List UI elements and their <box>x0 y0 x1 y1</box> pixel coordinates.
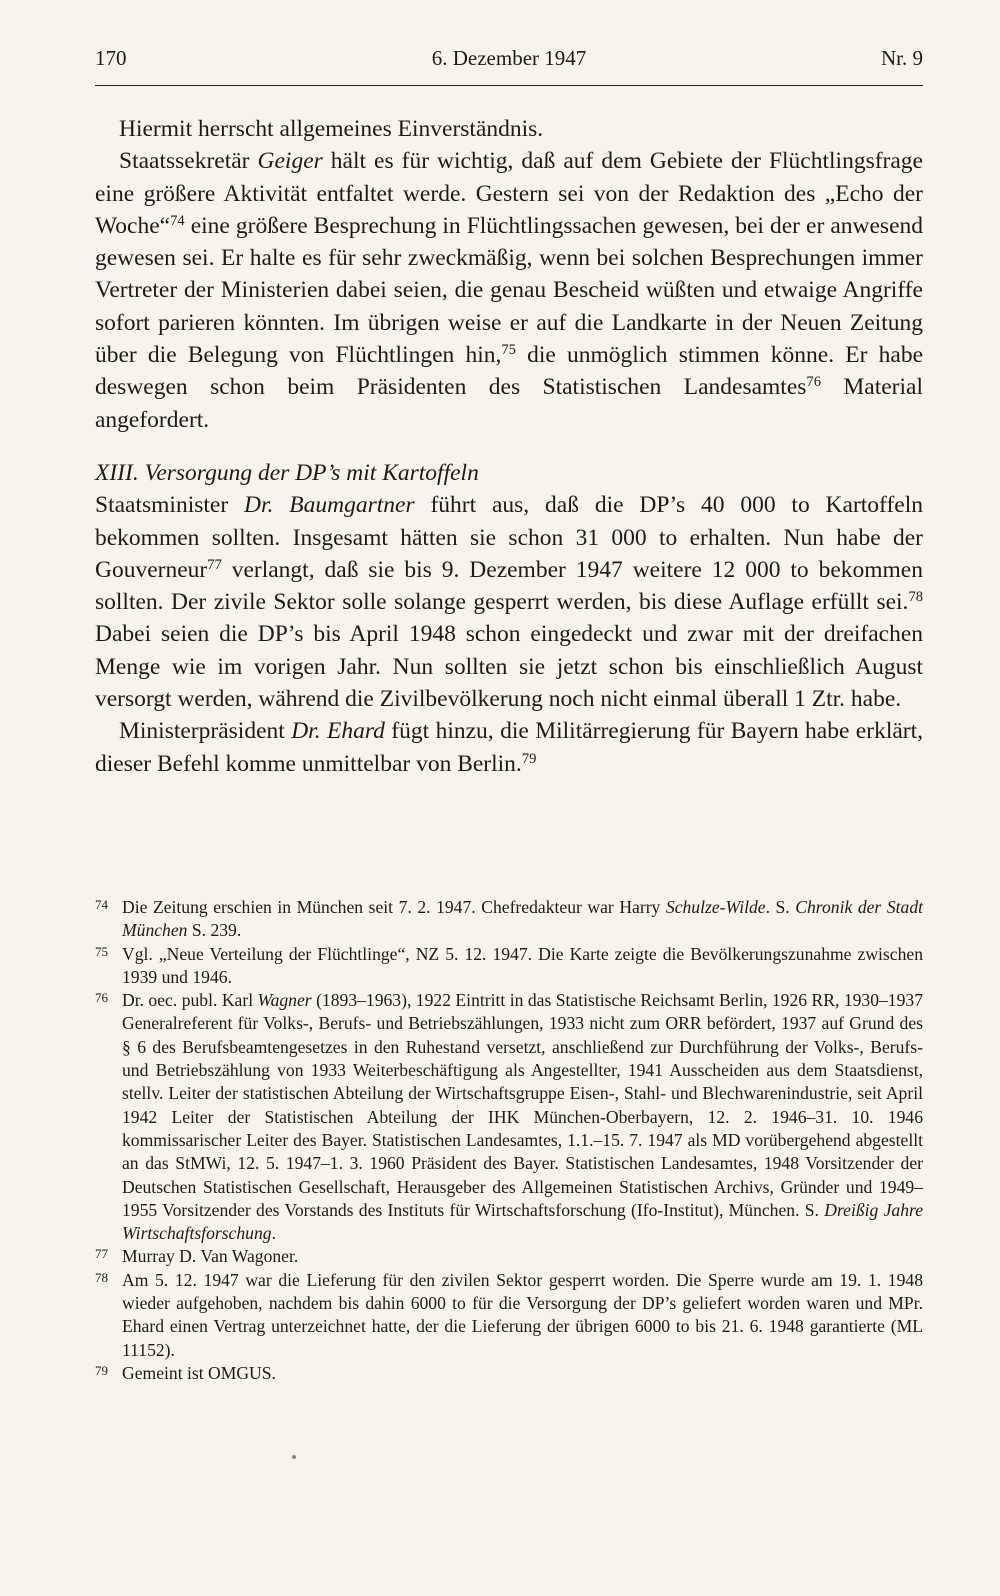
text-run: . S. <box>765 897 796 917</box>
text-run: Am 5. 12. 1947 war die Lieferung für den zivilen Sektor gesperrt worden. Die Sperre wurde am 19. 1. 1948 wieder aufgehoben, nachdem bis dahin 6000 to für die Versorgung der DP’s geliefert worden waren und MPr. Ehard einen Vertrag unterzeichnet hatte, der die Lieferung der übrigen 6000 to bis 21. 6. 1948 garantierte (ML 11152). <box>122 1269 923 1360</box>
page-number: 170 <box>95 46 127 70</box>
footnote-77 <box>95 1245 923 1268</box>
paragraph-1 <box>95 113 923 145</box>
footnote-number: 75 <box>95 943 108 959</box>
text-run: Dabei seien die DP’s bis April 1948 schon eingedeckt und zwar mit der dreifachen Menge wie im vorigen Jahr. Nun sollten sie jetzt schon bis einschließlich August versorgt werden, während die Zivilbevölkerung noch nicht einmal überall 1 Ztr. habe. <box>95 621 923 713</box>
footnote-ref-78[interactable]: 78 <box>908 589 923 606</box>
text-run: Staatssekretär <box>119 148 258 175</box>
header-date: 6. Dezember 1947 <box>431 46 587 70</box>
paragraph-1-text: Hiermit herrscht allgemeines Einverständnis. <box>119 116 544 142</box>
speaker-name: Dr. Ehard <box>291 718 385 745</box>
text-run: fügt hinzu, die Militärregierung für Bayern habe erklärt, dieser Befehl komme unmittelbar von Berlin. <box>95 718 924 777</box>
running-header <box>95 46 923 78</box>
paragraph-4 <box>95 715 923 780</box>
footnote-number: 74 <box>95 897 108 912</box>
speaker-name: Dr. Baumgartner <box>244 492 415 519</box>
protocol-number: Nr. 9 <box>881 46 923 70</box>
text-run: Dr. oec. publ. Karl <box>122 990 258 1011</box>
text-run: verlangt, daß sie bis 9. Dezember 1947 weitere 12 000 to bekommen sollten. Der zivile Sektor solle solange gesperrt werden, bis diese Auflage erfüllt sei. <box>95 556 923 616</box>
text-run: hält es für wichtig, daß auf dem Gebiete der Flüchtlingsfrage eine größere Aktivität entfaltet werde. Gestern sei von der Redaktion des „Echo der Woche“ <box>95 148 923 239</box>
footnote-ref-76[interactable]: 76 <box>806 374 821 391</box>
footnote-76 <box>95 989 923 1245</box>
text-run: S. 239. <box>187 920 242 941</box>
text-run: Vgl. „Neue Verteilung der Flüchtlinge“, NZ 5. 12. 1947. Die Karte zeigte die Bevölkerungszunahme zwischen 1939 und 1946. <box>122 943 923 987</box>
header-rule <box>95 85 923 86</box>
italic-title: Chronik der Stadt München <box>122 897 923 941</box>
text-run: Die Zeitung erschien in München seit 7. 2. 1947. Chefredakteur war Harry <box>122 897 666 917</box>
footnote-number: 76 <box>95 990 108 1006</box>
text-run: . <box>271 1223 276 1244</box>
italic-name: Wagner <box>257 990 312 1011</box>
text-run: Murray D. Van Wagoner. <box>122 1246 299 1267</box>
text-run: Ministerpräsident <box>119 718 292 745</box>
italic-title: Dreißig Jahre Wirtschaftsforschung <box>122 1199 923 1244</box>
text-run: die unmöglich stimmen könne. Er habe deswegen schon beim Präsidenten des Statistischen Landesamtes <box>95 342 924 401</box>
main-text <box>95 113 923 780</box>
text-run: eine größere Besprechung in Flüchtlingssachen gewesen, bei der er anwesend gewesen sei. Er halte es für sehr zweckmäßig, wenn bei solchen Besprechungen immer Vertreter der Ministerien dabei seien, die genau Bescheid wüßten und etwaige Angriffe sofort parieren könnten. Im übrigen weise er auf die Landkarte in der Neuen Zeitung über die Belegung von Flüchtlingen hin, <box>95 212 923 369</box>
text-run: führt aus, daß die DP’s 40 000 to Kartoffeln bekommen sollten. Insgesamt hätten sie schon 31 000 to erhalten. Nun habe der Gouverneur <box>95 492 923 583</box>
footnote-number: 79 <box>95 1362 108 1378</box>
footnote-ref-75[interactable]: 75 <box>501 342 516 359</box>
footnote-78 <box>95 1269 923 1362</box>
section-heading: XIII. Versorgung der DP’s mit Kartoffeln <box>95 459 479 486</box>
paragraph-3 <box>95 489 923 715</box>
footnote-ref-74[interactable]: 74 <box>170 212 185 229</box>
footnotes <box>95 896 923 1385</box>
text-run: Staatsminister <box>95 492 245 519</box>
footnote-75 <box>95 943 923 990</box>
text-run: (1893–1963), 1922 Eintritt in das Statistische Reichsamt Berlin, 1926 RR, 1930–1937 Generalreferent für Volks-, Berufs- und Betriebszählungen, 1933 nicht zum ORR befördert, 1937 auf Grund des § 6 des Berufsbeamtengesetzes in den Ruhestand versetzt, anschließend zur Durchführung der Volks-, Berufs- und Betriebszählung von 1933 Weiterbeschäftigung als Angestellter, 1941 Ausscheiden aus dem Staatsdienst, stellv. Leiter der statistischen Abteilung der Wirtschaftsgruppe Eisen-, Stahl- und Blechwarenindustrie, seit April 1942 Leiter der Statistischen Abteilung der IHK München-Oberbayern, 12. 2. 1946–31. 10. 1946 kommissarischer Leiter des Bayer. Statistischen Landesamtes, 1.1.–15. 7. 1947 als MD vorübergehend abgestellt an das StMWi, 12. 5. 1947–1. 3. 1960 Präsident des Bayer. Statistischen Landesamtes, 1948 Vorsitzender der Deutschen Statistischen Gesellschaft, Herausgeber des Allgemeinen Statistischen Archivs, Gründer und 1949–1955 Vorsitzender des Vorstands des Instituts für Wirtschaftsforschung (Ifo-Institut), München. S. <box>122 990 923 1220</box>
footnote-number: 78 <box>95 1269 108 1285</box>
footnote-ref-77[interactable]: 77 <box>207 556 222 573</box>
footnote-ref-79[interactable]: 79 <box>521 750 537 767</box>
text-run: Material angefordert. <box>95 374 923 433</box>
italic-name: Schulze-Wilde <box>665 897 766 917</box>
footnote-79 <box>95 1362 923 1385</box>
footnote-number: 77 <box>95 1246 108 1262</box>
paragraph-2 <box>95 145 923 436</box>
text-run: Gemeint ist OMGUS. <box>122 1362 276 1383</box>
speaker-name: Geiger <box>257 148 323 175</box>
ink-dot <box>292 1455 296 1459</box>
footnote-74 <box>95 896 923 943</box>
